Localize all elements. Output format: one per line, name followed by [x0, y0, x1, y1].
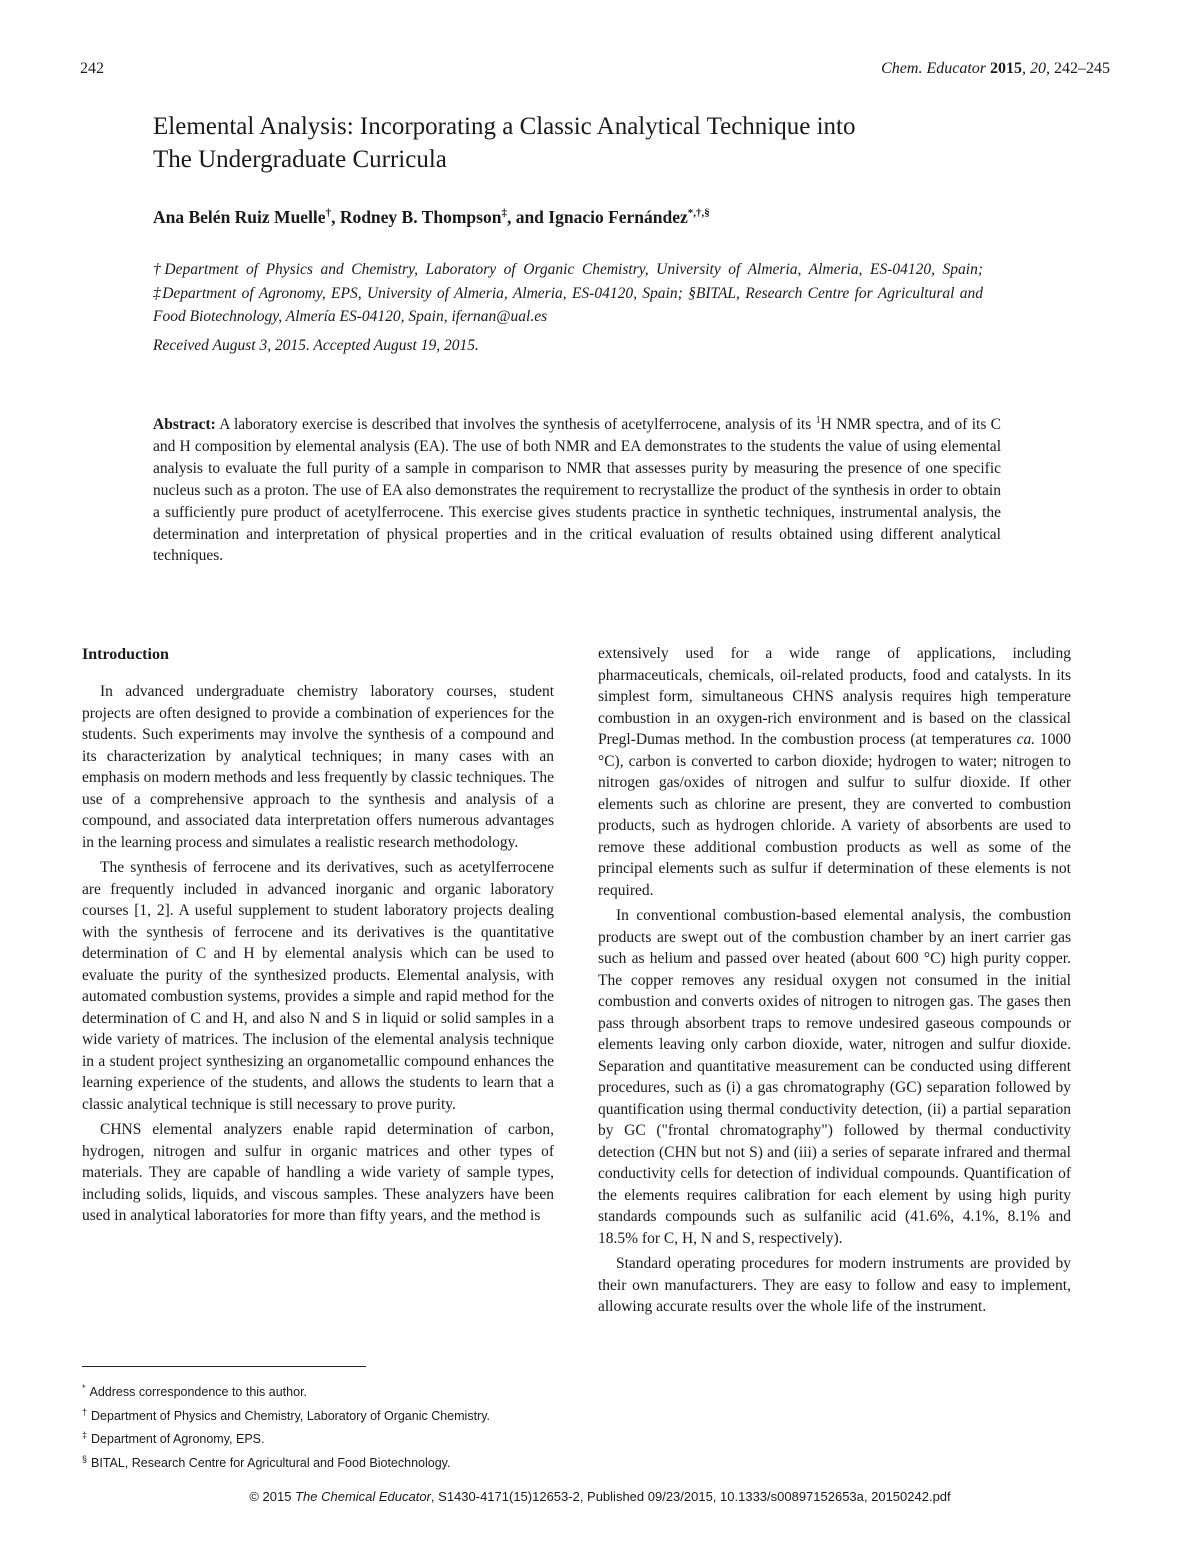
paragraph: In advanced undergraduate chemistry laboratory courses, student projects are often designed to provide a combination of experiences for the students. Such experiments may involve the synthesis of a compound and its characterization by analytical techniques; in many cases with an emphasis on modern methods and less frequently by classic techniques. The use of a comprehensive approach to the synthesis and analysis of a compound, and associated data interpretation offers numerous advantages in the learning process and simulates a realistic research methodology.: [82, 683, 554, 851]
abstract: [153, 414, 1001, 567]
abstract-label: Abstract:: [153, 416, 216, 433]
author-sep: ,: [331, 207, 340, 227]
right-column: [598, 643, 1071, 1318]
paragraph: CHNS elemental analyzers enable rapid determination of carbon, hydrogen, nitrogen and sulfur in organic matrices and other types of materials. They are capable of handling a wide variety of sample types, including solids, liquids, and viscous samples. These analyzers have been used in analytical laboratories for more than fifty years, and the method is: [82, 1121, 554, 1224]
section-heading-introduction: Introduction: [82, 646, 169, 663]
footnote-text: BITAL, Research Centre for Agricultural and Food Biotechnology.: [91, 1456, 451, 1471]
author-1: Ana Belén Ruiz Muelle: [153, 207, 326, 227]
journal-reference: [400, 60, 1110, 78]
paragraph: Standard operating procedures for modern instruments are provided by their own manufacturers. They are easy to follow and easy to implement, allowing accurate results over the whole life of the instrument.: [598, 1255, 1071, 1315]
journal-volume: , 20,: [1022, 60, 1050, 77]
author-3: Ignacio Fernández: [548, 207, 688, 227]
author-2-marks: ‡: [501, 207, 507, 220]
footnote-text: Department of Agronomy, EPS.: [91, 1432, 265, 1447]
footnote-mark: §: [82, 1453, 88, 1464]
abstract-text-rest: H NMR spectra, and of its C and H composition by elemental analysis (EA). The use of both NMR and EA demonstrates to the students the value of using elemental analysis to evaluate the full purity of a sample in comparison to NMR that assesses purity by measuring the presence of one specific nucleus such as a proton. The use of EA also demonstrates the requirement to recrystallize the product of the synthesis in order to obtain a sufficiently pure product of acetylferrocene. This exercise gives students practice in synthetic techniques, instrumental analysis, the determination and interpretation of physical properties and in the critical evaluation of results obtained using different analytical techniques.: [153, 416, 1002, 565]
footer-copyright: © 2015: [249, 1489, 296, 1504]
footnote-text: Department of Physics and Chemistry, Laboratory of Organic Chemistry.: [91, 1408, 491, 1423]
footnote-mark: †: [82, 1406, 88, 1417]
footnote: [82, 1379, 602, 1403]
footnote-divider: [82, 1366, 366, 1367]
article-title: [153, 110, 1053, 176]
abstract-text-start: A laboratory exercise is described that involves the synthesis of acetylferrocene, analysis of its: [215, 416, 816, 433]
received-dates: Received August 3, 2015. Accepted August 19, 2015.: [153, 337, 479, 354]
page-number: 242: [80, 60, 104, 77]
journal-name: Chem. Educator: [881, 60, 986, 77]
journal-year: 2015: [990, 60, 1022, 77]
paragraph-text: extensively used for a wide range of applications, including pharmaceuticals, chemicals, oil-related products, food and catalysts. In its simplest form, simultaneous CHNS analysis requires high temperature combustion in an oxygen-rich environment and is based on the classical Pregl-Dumas method. In the combustion process (at temperatures: [598, 645, 1071, 748]
paragraph: [598, 643, 1071, 901]
title-line-2: The Undergraduate Curricula: [153, 146, 447, 173]
footnote: [82, 1450, 602, 1474]
journal-pages: 242–245: [1050, 60, 1110, 77]
title-line-1: Elemental Analysis: Incorporating a Classic Analytical Technique into: [153, 113, 856, 140]
author-sep: , and: [506, 207, 549, 227]
footnote-text: Address correspondence to this author.: [89, 1385, 308, 1400]
page-footer: [0, 1489, 1200, 1504]
footnote: [82, 1426, 602, 1450]
footer-details: , S1430-4171(15)12653-2, Published 09/23/2015, 10.1333/s00897152653a, 20150242.pdf: [430, 1489, 951, 1504]
left-column: [82, 644, 554, 1227]
author-1-marks: †: [325, 207, 332, 220]
paragraph-text: 1000 °C), carbon is converted to carbon dioxide; hydrogen to water; nitrogen to nitrogen gas/oxides of nitrogen and sulfur to sulfur dioxide. If other elements such as chlorine are present, they are converted to combustion products, such as hydrogen chloride. A variety of absorbents are used to remove these additional combustion products as well as some of the principal elements such as sulfur if determination of these elements is not required.: [598, 731, 1071, 899]
paragraph: The synthesis of ferrocene and its derivatives, such as acetylferrocene are frequently included in advanced inorganic and organic laboratory courses [1, 2]. A useful supplement to student laboratory projects dealing with the synthesis of ferrocene and its derivatives is the quantitative determination of C and H by elemental analysis which can be used to evaluate the purity of the synthesized products. Elemental analysis, with automated combustion systems, provides a simple and rapid method for the determination of C and H, and also N and S in liquid or solid samples in a wide variety of matrices. The inclusion of the elemental analysis technique in a student project synthesizing an organometallic compound enhances the learning experience of the students, and allows the students to learn that a classic analytical technique is still necessary to prove purity.: [82, 859, 554, 1113]
footnote: [82, 1403, 602, 1427]
author-3-marks: *,†,§: [687, 207, 710, 220]
abstract-superscript: 1: [815, 414, 821, 426]
author-list: [153, 207, 710, 228]
paragraph: In conventional combustion-based elemental analysis, the combustion products are swept out of the combustion chamber by an inert carrier gas such as helium and passed over heated (about 600 °C) high purity copper. The copper removes any residual oxygen not consumed in the initial combustion and converts oxides of nitrogen to nitrogen gas. The gases then pass through absorbent traps to remove undesired gaseous compounds or elements leaving only carbon dioxide, water, nitrogen and sulfur dioxide. Separation and quantitative measurement can be conducted using different procedures, such as (i) a gas chromatography (GC) separation followed by quantification using thermal conductivity detection, (ii) a partial separation by GC ("frontal chromatography") followed by thermal conductivity detection (CHN but not S) and (iii) a series of separate infrared and thermal conductivity cells for detection of individual compounds. Quantification of the elements requires calibration for each element by using high purity standards compounds such as sulfanilic acid (41.6%, 4.1%, 8.1% and 18.5% for C, H, N and S, respectively).: [598, 907, 1071, 1247]
footnote-mark: *: [82, 1383, 86, 1393]
footnote-mark: ‡: [82, 1430, 88, 1441]
author-2: Rodney B. Thompson: [339, 207, 502, 227]
paragraph-italic: ca.: [1016, 731, 1036, 748]
affiliations: †Department of Physics and Chemistry, Laboratory of Organic Chemistry, University of Almeria, Almeria, ES-04120, Spain; ‡Department of Agronomy, EPS, University of Almeria, Almeria, ES-04120, Spain; §BITAL, Research Centre for Agricultural and Food Biotechnology, Almería ES-04120, Spain, ifernan@ual.es: [153, 261, 983, 325]
footnotes: [82, 1379, 602, 1474]
footer-journal: The Chemical Educator: [295, 1489, 431, 1504]
